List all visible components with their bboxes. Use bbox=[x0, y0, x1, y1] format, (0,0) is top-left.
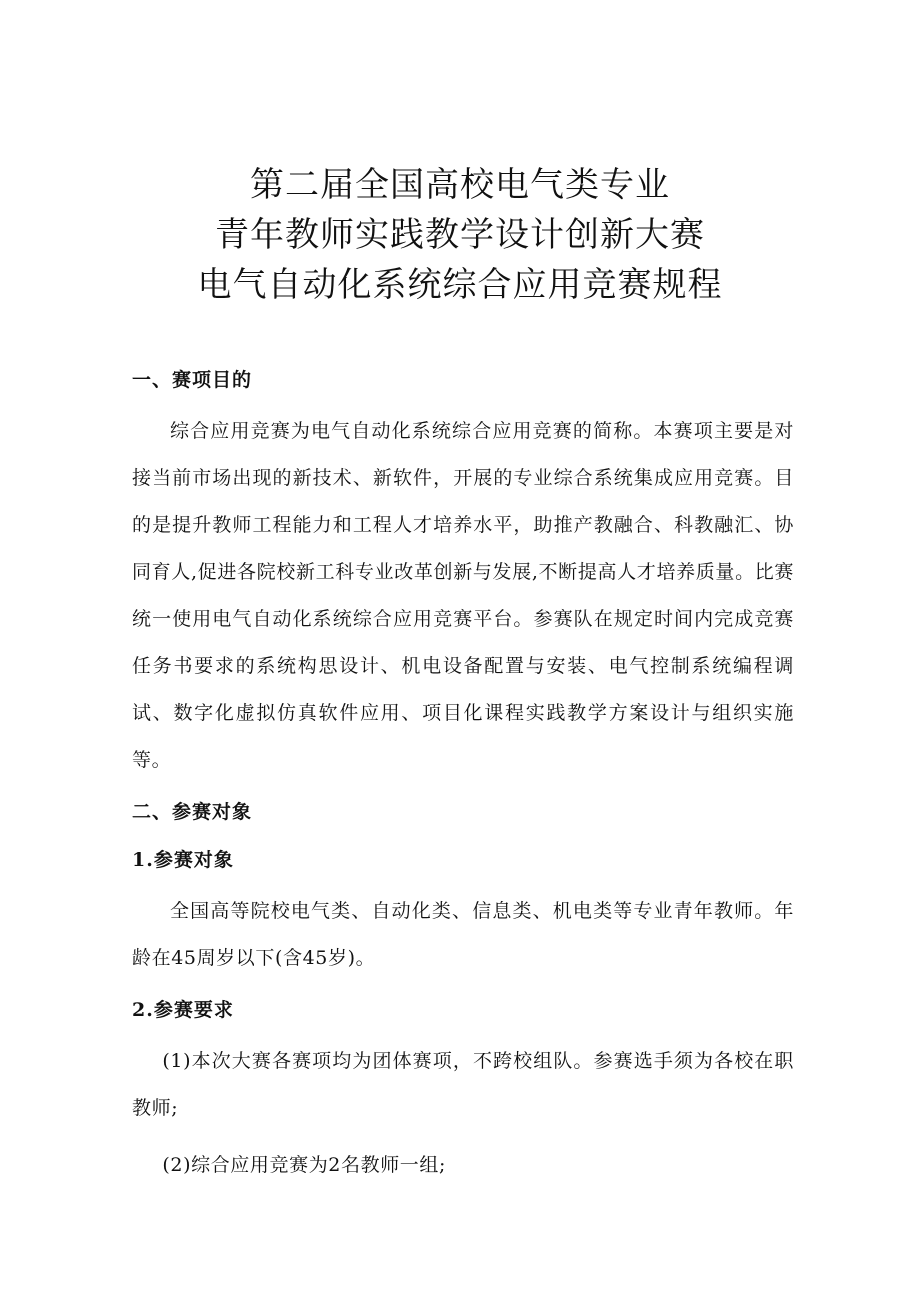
title-line-1: 第二届全国高校电气类专业 bbox=[250, 165, 670, 205]
subsection-heading-requirements: 2.参赛要求 bbox=[132, 999, 234, 1021]
document-body bbox=[132, 356, 794, 1189]
section-heading-purpose: 一、赛项目的 bbox=[132, 369, 253, 391]
section-heading-participants: 二、参赛对象 bbox=[132, 801, 253, 823]
subsection-heading-participants: 1.参赛对象 bbox=[132, 849, 234, 871]
purpose-paragraph: 综合应用竞赛为电气自动化系统综合应用竞赛的简称。本赛项主要是对接当前市场出现的新技术、新软件，开展的专业综合系统集成应用竞赛。目的是提升教师工程能力和工程人才培养水平，助推产教融合、科教融汇、协同育人,促进各院校新工科专业改革创新与发展,不断提高人才培养质量。比赛统一使用电气自动化系统综合应用竞赛平台。参赛队在规定时间内完成竞赛任务书要求的系统构思设计、机电设备配置与安装、电气控制系统编程调试、数字化虚拟仿真软件应用、项目化课程实践教学方案设计与组织实施等。 bbox=[132, 420, 794, 771]
title-line-3: 电气自动化系统综合应用竞赛规程 bbox=[197, 265, 723, 305]
requirement-item-1: (1)本次大赛各赛项均为团体赛项，不跨校组队。参赛选手须为各校在职教师; bbox=[132, 1050, 794, 1119]
document-title bbox=[0, 160, 920, 310]
participants-paragraph: 全国高等院校电气类、自动化类、信息类、机电类等专业青年教师。年龄在45周岁以下(含45岁)。 bbox=[132, 900, 794, 969]
title-line-2: 青年教师实践教学设计创新大赛 bbox=[215, 215, 705, 255]
requirement-item-2: (2)综合应用竞赛为2名教师一组; bbox=[162, 1154, 446, 1176]
